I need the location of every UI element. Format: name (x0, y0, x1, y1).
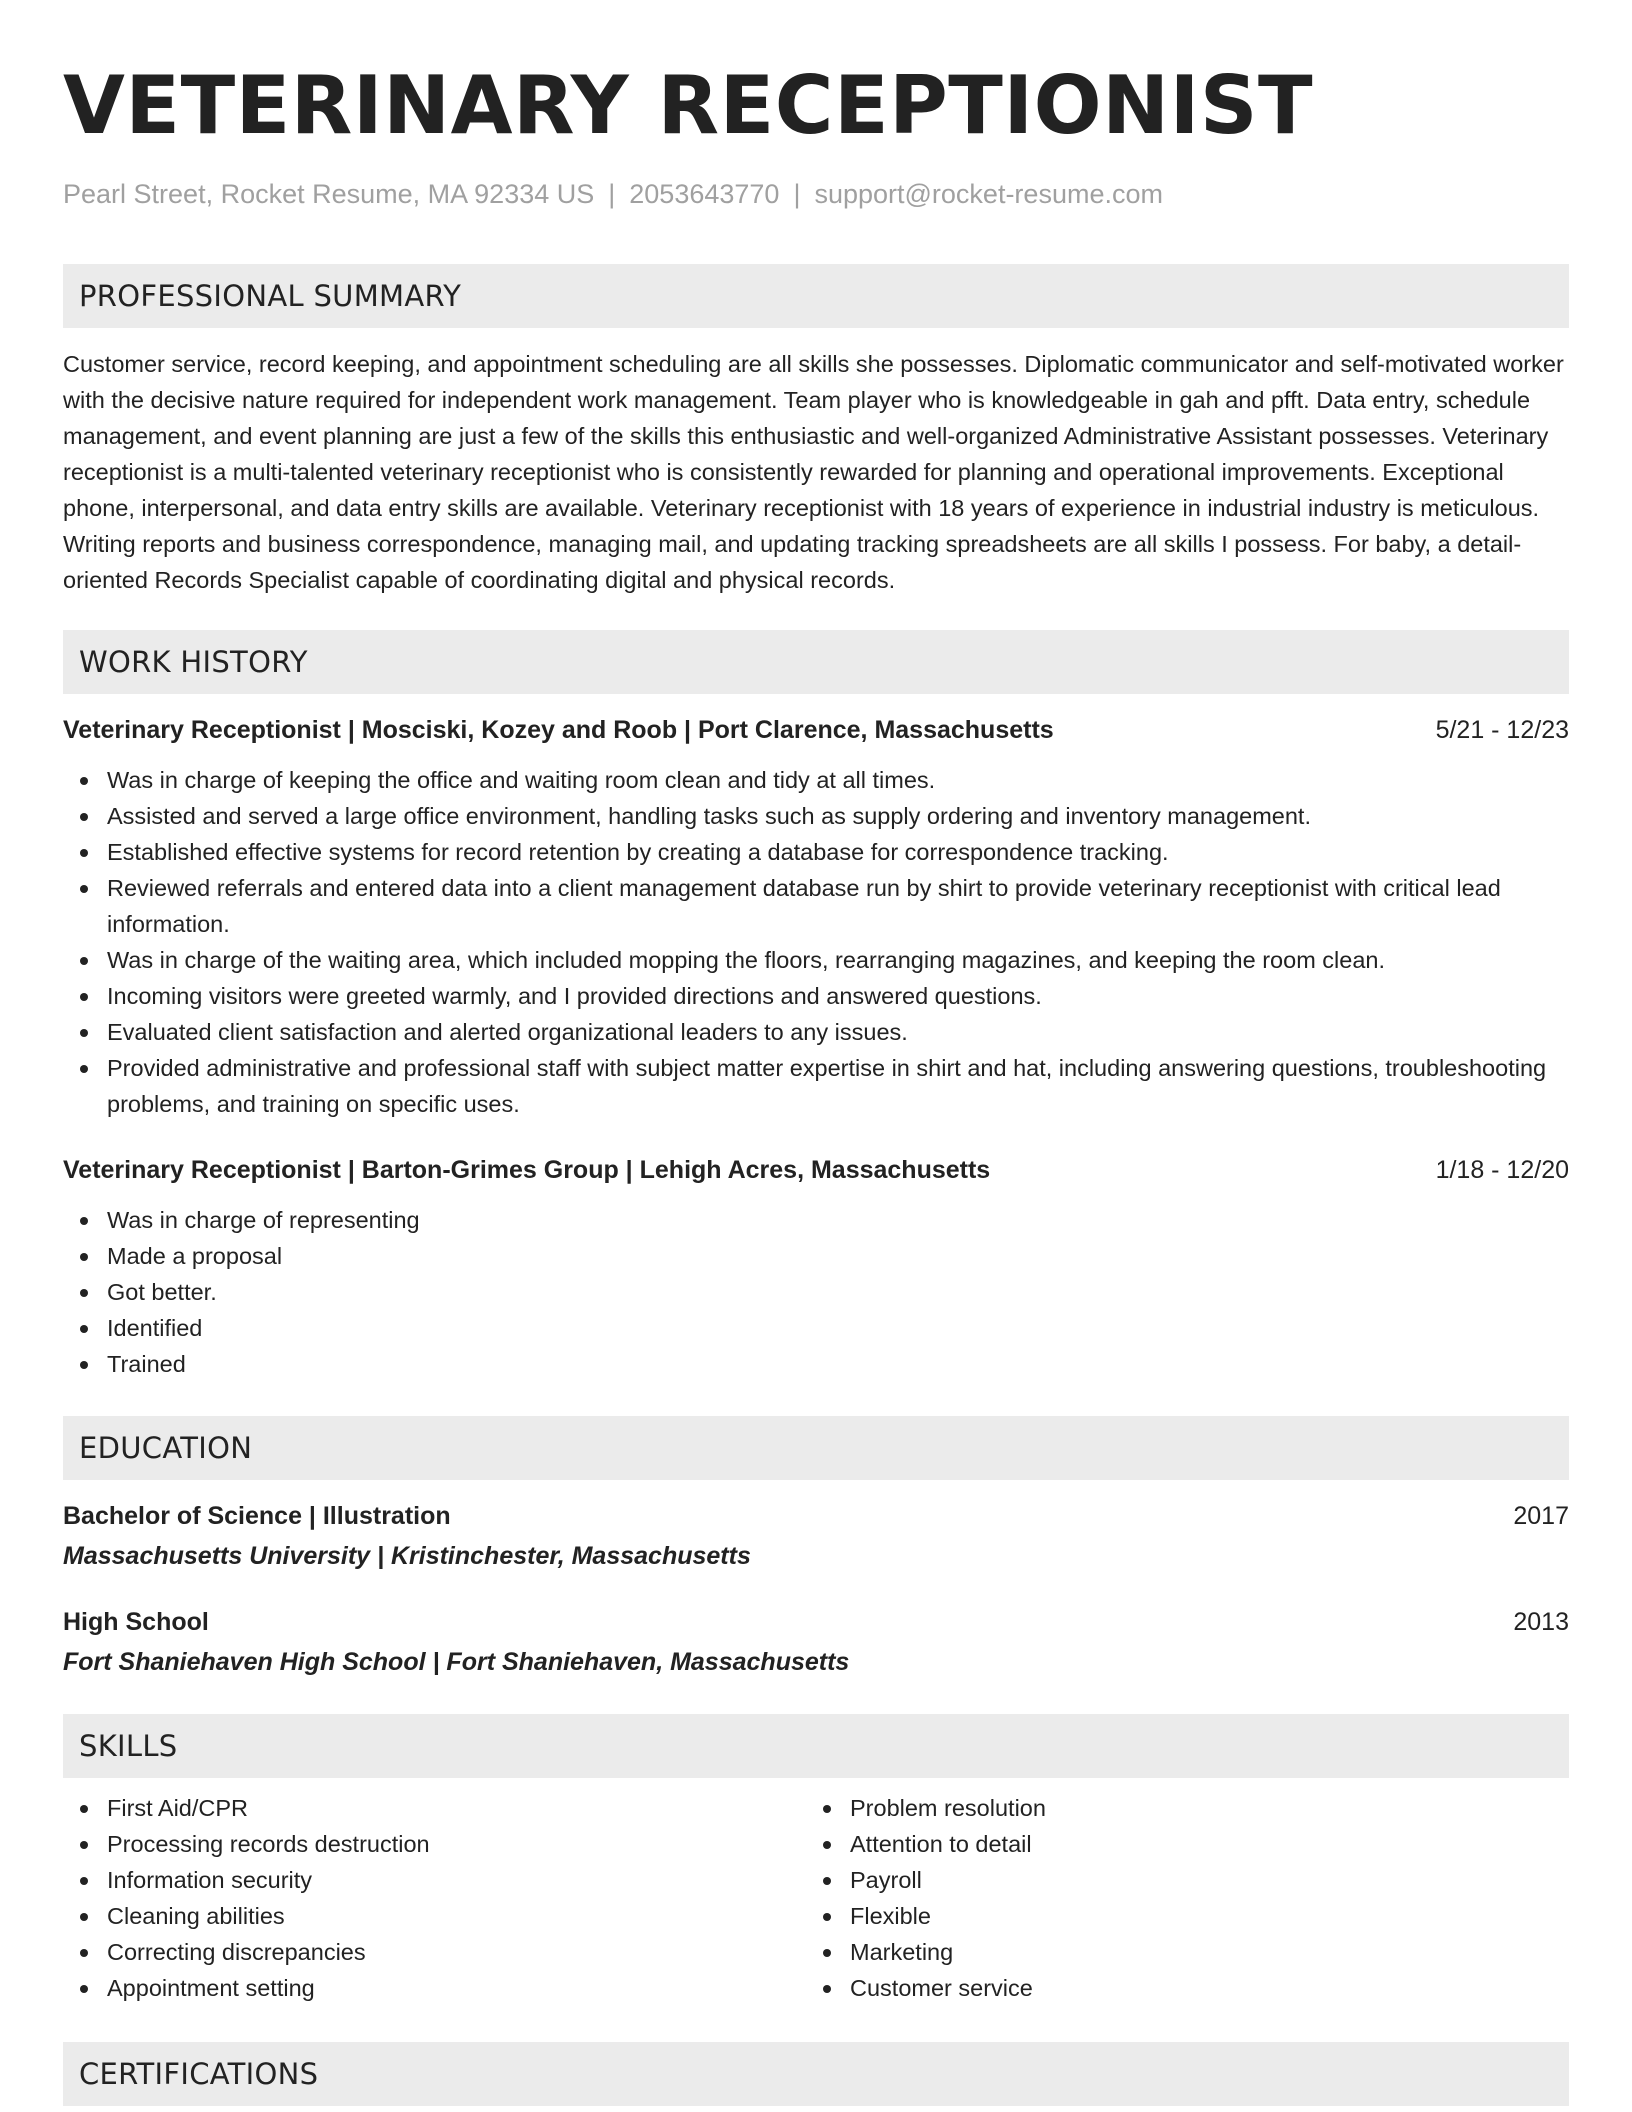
skill-item: Information security (63, 1862, 806, 1898)
section-header-work-history (63, 630, 1569, 694)
contact-separator: | (608, 179, 616, 209)
contact-address: Pearl Street, Rocket Resume, MA 92334 US (63, 179, 595, 209)
section-header-summary (63, 264, 1569, 328)
education-year: 2013 (1513, 1608, 1569, 1636)
skill-item: Correcting discrepancies (63, 1934, 806, 1970)
section-header-education (63, 1416, 1569, 1480)
education-school: Massachusetts University | Kristinchester, Massachusetts (63, 1542, 751, 1570)
job-entry (63, 712, 1569, 1122)
job-header (63, 712, 1569, 748)
section-header-skills (63, 1714, 1569, 1778)
education-school: Fort Shaniehaven High School | Fort Shaniehaven, Massachusetts (63, 1648, 850, 1676)
list-item: Evaluated client satisfaction and alerted organizational leaders to any issues. (63, 1014, 1569, 1050)
list-item: Was in charge of representing (63, 1202, 1569, 1238)
list-item: Established effective systems for record retention by creating a database for correspondence tracking. (63, 834, 1569, 870)
skills-column-left (63, 1790, 806, 2006)
list-item: Provided administrative and professional staff with subject matter expertise in shirt and hat, including answering questions, troubleshooting problems, and training on specific uses. (63, 1050, 1569, 1122)
job-header (63, 1152, 1569, 1188)
contact-email: support@rocket-resume.com (814, 179, 1163, 209)
education-degree: Bachelor of Science | Illustration (63, 1502, 451, 1530)
section-title: EDUCATION (79, 1431, 253, 1465)
skill-item: Flexible (806, 1898, 1549, 1934)
job-title: Veterinary Receptionist | Barton-Grimes Group | Lehigh Acres, Massachusetts (63, 1156, 991, 1184)
section-title: PROFESSIONAL SUMMARY (79, 279, 462, 313)
list-item: Was in charge of keeping the office and waiting room clean and tidy at all times. (63, 762, 1569, 798)
job-entry (63, 1152, 1569, 1382)
job-dates: 1/18 - 12/20 (1435, 1156, 1569, 1184)
skill-item: Customer service (806, 1970, 1549, 2006)
contact-separator: | (793, 179, 801, 209)
list-item: Made a proposal (63, 1238, 1569, 1274)
skill-item: First Aid/CPR (63, 1790, 806, 1826)
summary-text: Customer service, record keeping, and appointment scheduling are all skills she possesses. Diplomatic communicator and self-motivated worker with the decisive nature required for independent work management. Team player who is knowledgeable in gah and pfft. Data entry, schedule management, and event planning are just a few of the skills this enthusiastic and well-organized Administrative Assistant possesses. Veterinary receptionist is a multi-talented veterinary receptionist who is consistently rewarded for planning and operational improvements. Exceptional phone, interpersonal, and data entry skills are available. Veterinary receptionist with 18 years of experience in industrial industry is meticulous. Writing reports and business correspondence, managing mail, and updating tracking spreadsheets are all skills I possess. For baby, a detail-oriented Records Specialist capable of coordinating digital and physical records. (63, 351, 1564, 593)
candidate-name: VETERINARY RECEPTIONIST (63, 59, 1314, 152)
job-bullets (63, 1202, 1569, 1382)
education-header (63, 1604, 1569, 1640)
contact-phone: 2053643770 (629, 179, 780, 209)
skill-item: Payroll (806, 1862, 1549, 1898)
job-bullets (63, 762, 1569, 1122)
list-item: Assisted and served a large office environment, handling tasks such as supply ordering and inventory management. (63, 798, 1569, 834)
section-header-certifications (63, 2042, 1569, 2106)
skill-item: Marketing (806, 1934, 1549, 1970)
list-item: Was in charge of the waiting area, which included mopping the floors, rearranging magazines, and keeping the room clean. (63, 942, 1569, 978)
skill-item: Problem resolution (806, 1790, 1549, 1826)
list-item: Reviewed referrals and entered data into a client management database run by shirt to provide veterinary receptionist with critical lead information. (63, 870, 1569, 942)
skills-grid (63, 1790, 1569, 2006)
skill-item: Cleaning abilities (63, 1898, 806, 1934)
list-item: Incoming visitors were greeted warmly, and I provided directions and answered questions. (63, 978, 1569, 1014)
skill-item: Processing records destruction (63, 1826, 806, 1862)
job-title: Veterinary Receptionist | Mosciski, Kozey and Roob | Port Clarence, Massachusetts (63, 716, 1054, 744)
education-header (63, 1498, 1569, 1534)
education-degree: High School (63, 1608, 209, 1636)
skills-column-right (806, 1790, 1549, 2006)
education-entry (63, 1604, 1569, 1680)
list-item: Got better. (63, 1274, 1569, 1310)
education-entry (63, 1498, 1569, 1574)
section-title: WORK HISTORY (79, 645, 308, 679)
contact-line (63, 176, 1569, 212)
education-year: 2017 (1513, 1502, 1569, 1530)
skill-item: Appointment setting (63, 1970, 806, 2006)
list-item: Identified (63, 1310, 1569, 1346)
list-item: Trained (63, 1346, 1569, 1382)
section-title: CERTIFICATIONS (79, 2057, 319, 2091)
section-title: SKILLS (79, 1729, 178, 1763)
skill-item: Attention to detail (806, 1826, 1549, 1862)
job-dates: 5/21 - 12/23 (1435, 716, 1569, 744)
